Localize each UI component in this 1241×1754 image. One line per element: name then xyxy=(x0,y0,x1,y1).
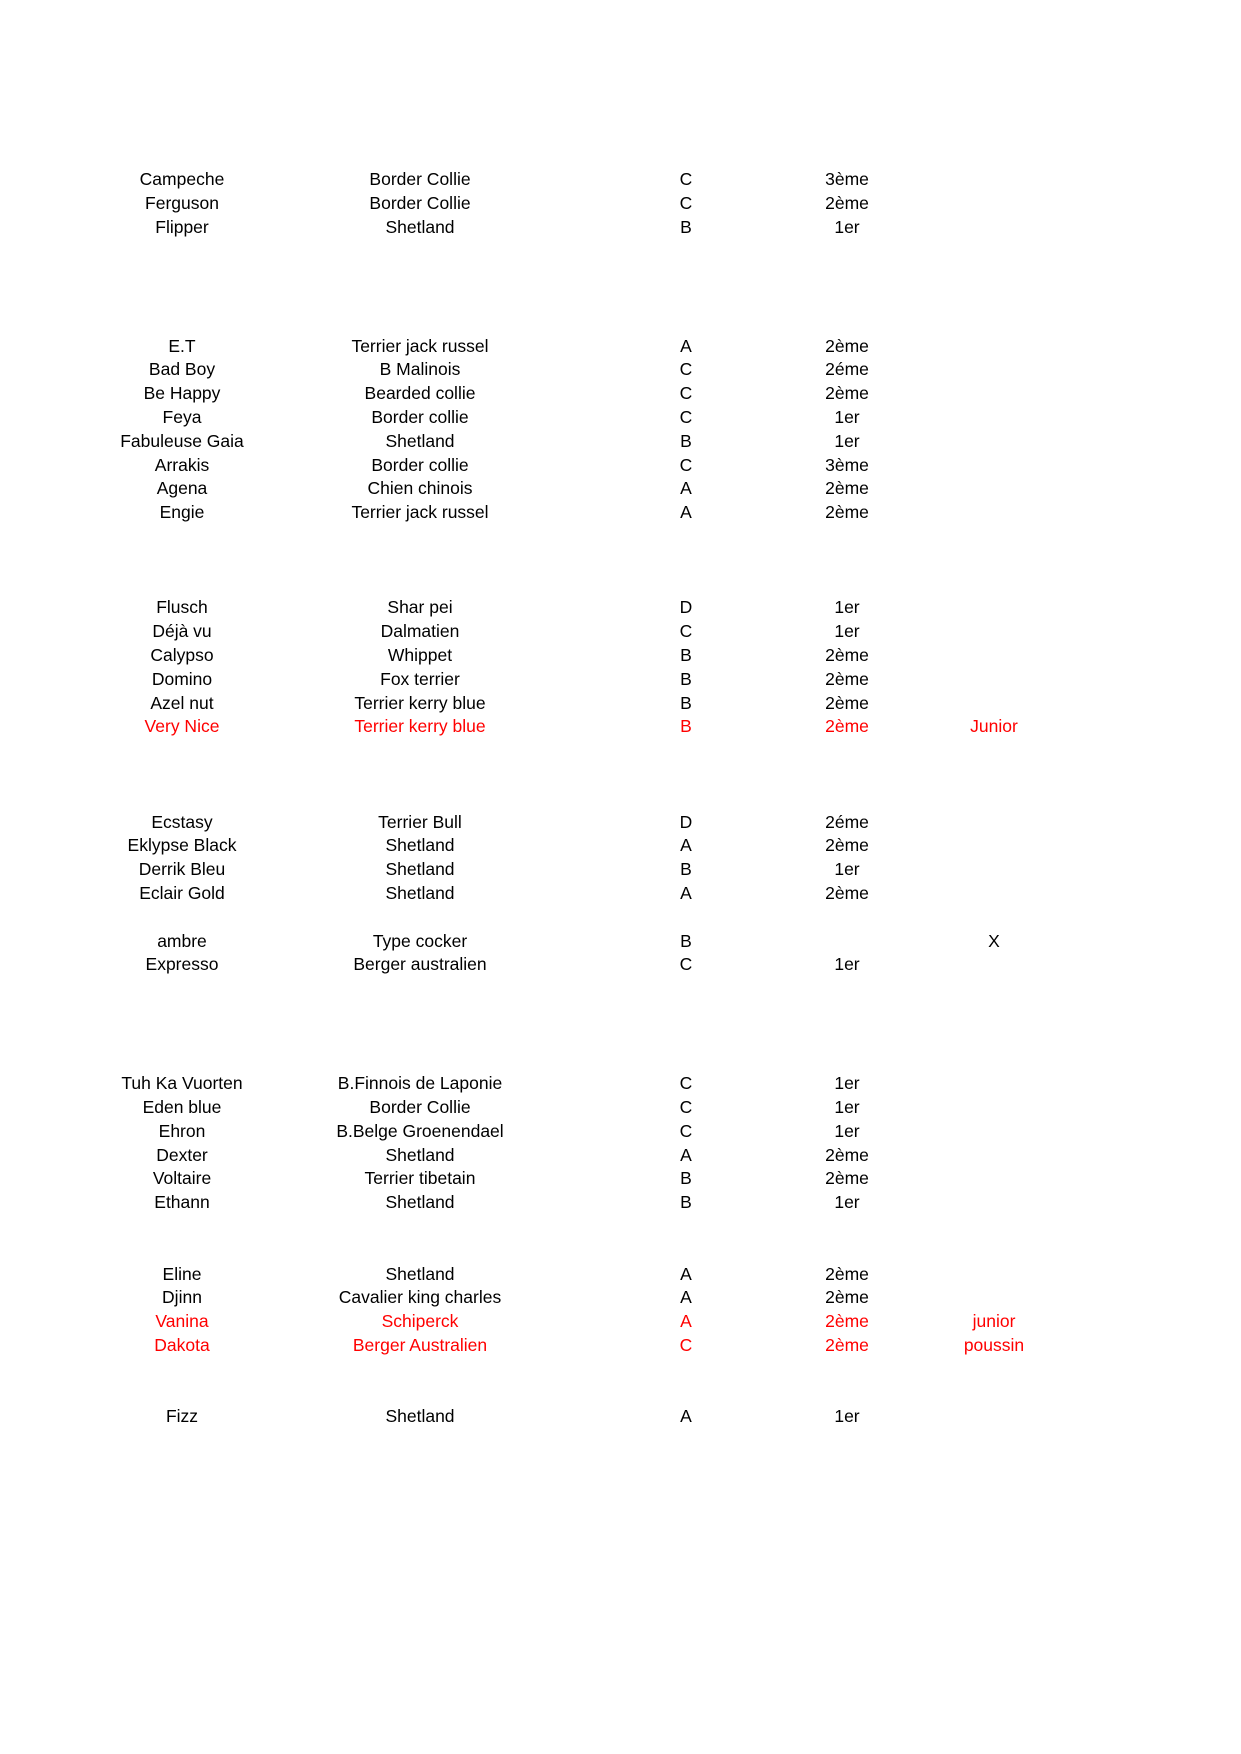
cell-name: Calypso xyxy=(150,644,214,665)
cell-breed: Shetland xyxy=(385,430,455,451)
cell-name: Flipper xyxy=(155,216,209,237)
cell-class: B xyxy=(680,216,692,237)
cell-name: Agena xyxy=(156,478,208,499)
cell-rank: 2ème xyxy=(825,668,869,689)
table-row xyxy=(0,216,1241,240)
cell-rank: 1er xyxy=(834,1097,860,1118)
cell-rank: 2ème xyxy=(825,644,869,665)
cell-name: Domino xyxy=(151,668,213,689)
table-row xyxy=(0,644,1241,668)
cell-class: C xyxy=(679,1073,693,1094)
cell-class: A xyxy=(680,1144,692,1165)
table-row xyxy=(0,335,1241,359)
cell-class: D xyxy=(679,597,693,618)
table-row xyxy=(0,1263,1241,1287)
results-block xyxy=(0,335,1241,525)
table-row xyxy=(0,477,1241,501)
cell-breed: Shetland xyxy=(385,1192,455,1213)
cell-breed: Terrier tibetain xyxy=(364,1168,476,1189)
cell-name: Derrik Bleu xyxy=(138,859,226,880)
cell-breed: Border Collie xyxy=(369,1097,471,1118)
table-row xyxy=(0,1334,1241,1358)
cell-rank: 1er xyxy=(834,406,860,427)
cell-rank: 2ème xyxy=(825,716,869,737)
table-row xyxy=(0,1144,1241,1168)
cell-rank: 2ème xyxy=(825,1335,869,1356)
results-block xyxy=(0,596,1241,739)
cell-breed: Shetland xyxy=(385,882,455,903)
cell-breed: Shar pei xyxy=(387,597,453,618)
cell-rank: 2ème xyxy=(825,478,869,499)
cell-rank: 1er xyxy=(834,216,860,237)
block-spacer xyxy=(0,1358,1241,1406)
cell-category: junior xyxy=(972,1311,1016,1332)
table-row xyxy=(0,1286,1241,1310)
cell-rank: 2ème xyxy=(825,1263,869,1284)
cell-rank: 2ème xyxy=(825,502,869,523)
cell-class: B xyxy=(680,1168,692,1189)
cell-breed: Shetland xyxy=(385,1263,455,1284)
cell-rank: 1er xyxy=(834,1406,860,1427)
cell-breed: Shetland xyxy=(385,859,455,880)
cell-class: C xyxy=(679,1335,693,1356)
cell-class: A xyxy=(680,835,692,856)
cell-name: Tuh Ka Vuorten xyxy=(121,1073,243,1094)
cell-breed: Type cocker xyxy=(372,930,468,951)
cell-class: C xyxy=(679,954,693,975)
cell-class: C xyxy=(679,406,693,427)
cell-class: A xyxy=(680,502,692,523)
table-row xyxy=(0,811,1241,835)
cell-name: Eden blue xyxy=(142,1097,222,1118)
results-block xyxy=(0,1072,1241,1215)
table-row xyxy=(0,168,1241,192)
cell-breed: Terrier jack russel xyxy=(351,502,489,523)
cell-rank: 1er xyxy=(834,1192,860,1213)
cell-breed: Border Collie xyxy=(369,192,471,213)
cell-name: Engie xyxy=(159,502,205,523)
table-row xyxy=(0,1096,1241,1120)
results-block xyxy=(0,168,1241,239)
cell-name: Eklypse Black xyxy=(127,835,237,856)
cell-class: B xyxy=(680,1192,692,1213)
cell-class: A xyxy=(680,335,692,356)
cell-class: C xyxy=(679,383,693,404)
cell-rank: 2éme xyxy=(825,811,869,832)
cell-breed: Border collie xyxy=(371,454,469,475)
results-block xyxy=(0,1405,1241,1429)
block-spacer xyxy=(0,1215,1241,1263)
cell-name: ambre xyxy=(157,930,207,951)
cell-rank: 2ème xyxy=(825,192,869,213)
cell-class: A xyxy=(680,1287,692,1308)
table-row xyxy=(0,192,1241,216)
cell-name: Dakota xyxy=(154,1335,210,1356)
results-block xyxy=(0,811,1241,906)
cell-class: B xyxy=(680,644,692,665)
cell-rank: 1er xyxy=(834,430,860,451)
cell-breed: Dalmatien xyxy=(380,621,460,642)
table-row xyxy=(0,1191,1241,1215)
cell-name: Ecstasy xyxy=(151,811,213,832)
cell-name: Djinn xyxy=(162,1287,202,1308)
cell-rank: 2ème xyxy=(825,1311,869,1332)
cell-name: Campeche xyxy=(139,169,225,189)
table-row xyxy=(0,1405,1241,1429)
results-block xyxy=(0,930,1241,978)
block-spacer xyxy=(0,525,1241,596)
table-row xyxy=(0,715,1241,739)
cell-rank: 3ème xyxy=(825,454,869,475)
cell-name: Fabuleuse Gaia xyxy=(120,430,244,451)
cell-rank: 2ème xyxy=(825,1168,869,1189)
block-spacer xyxy=(0,239,1241,334)
cell-breed: Cavalier king charles xyxy=(338,1287,502,1308)
cell-breed: Shetland xyxy=(385,216,455,237)
cell-name: Ferguson xyxy=(145,192,219,213)
table-row xyxy=(0,406,1241,430)
cell-breed: B.Finnois de Laponie xyxy=(337,1073,503,1094)
cell-breed: Bearded collie xyxy=(364,383,476,404)
cell-name: Dexter xyxy=(156,1144,208,1165)
table-row xyxy=(0,596,1241,620)
table-row xyxy=(0,858,1241,882)
cell-class: B xyxy=(680,930,692,951)
table-row xyxy=(0,668,1241,692)
results-block xyxy=(0,1263,1241,1358)
cell-breed: Chien chinois xyxy=(367,478,473,499)
cell-name: E.T xyxy=(168,335,196,356)
cell-breed: Border Collie xyxy=(369,169,471,189)
cell-rank: 1er xyxy=(834,621,860,642)
cell-rank: 2ème xyxy=(825,1287,869,1308)
cell-class: A xyxy=(680,1311,692,1332)
cell-rank: 2ème xyxy=(825,383,869,404)
table-row xyxy=(0,930,1241,954)
cell-name: Voltaire xyxy=(152,1168,212,1189)
cell-rank: 1er xyxy=(834,597,860,618)
cell-category: poussin xyxy=(963,1335,1025,1356)
cell-class: C xyxy=(679,621,693,642)
cell-rank: 1er xyxy=(834,954,860,975)
table-row xyxy=(0,358,1241,382)
cell-name: Ethann xyxy=(154,1192,210,1213)
cell-rank: 2ème xyxy=(825,882,869,903)
cell-rank: 2ème xyxy=(825,335,869,356)
cell-breed: Terrier kerry blue xyxy=(354,692,486,713)
block-spacer xyxy=(0,739,1241,810)
cell-rank: 1er xyxy=(834,1073,860,1094)
cell-class: C xyxy=(679,359,693,380)
table-row xyxy=(0,834,1241,858)
table-row xyxy=(0,953,1241,977)
cell-category: Junior xyxy=(970,716,1018,737)
cell-breed: Border collie xyxy=(371,406,469,427)
table-row xyxy=(0,454,1241,478)
cell-rank: 2ème xyxy=(825,1144,869,1165)
cell-class: A xyxy=(680,882,692,903)
cell-breed: B.Belge Groenendael xyxy=(336,1120,504,1141)
cell-name: Vanina xyxy=(155,1311,209,1332)
cell-name: Very Nice xyxy=(144,716,220,737)
cell-class: B xyxy=(680,430,692,451)
cell-rank: 3ème xyxy=(825,169,869,189)
table-row xyxy=(0,382,1241,406)
cell-name: Ehron xyxy=(158,1120,206,1141)
table-row xyxy=(0,430,1241,454)
cell-class: A xyxy=(680,478,692,499)
table-row xyxy=(0,501,1241,525)
table-row xyxy=(0,882,1241,906)
table-row xyxy=(0,1072,1241,1096)
cell-name: Expresso xyxy=(145,954,219,975)
cell-class: A xyxy=(680,1406,692,1427)
cell-class: B xyxy=(680,692,692,713)
cell-class: C xyxy=(679,169,693,189)
cell-name: Eclair Gold xyxy=(139,882,225,903)
cell-class: B xyxy=(680,668,692,689)
cell-name: Bad Boy xyxy=(148,359,216,380)
cell-rank: 2ème xyxy=(825,835,869,856)
cell-breed: Terrier Bull xyxy=(378,811,462,832)
cell-category: X xyxy=(988,930,1000,951)
cell-name: Eline xyxy=(162,1263,202,1284)
cell-name: Flusch xyxy=(156,597,208,618)
cell-breed: Shetland xyxy=(385,835,455,856)
cell-breed: Terrier jack russel xyxy=(351,335,489,356)
cell-rank: 1er xyxy=(834,1120,860,1141)
cell-breed: Shetland xyxy=(385,1406,455,1427)
block-spacer xyxy=(0,906,1241,930)
cell-breed: Berger australien xyxy=(353,954,487,975)
cell-class: A xyxy=(680,1263,692,1284)
cell-rank: 2éme xyxy=(825,359,869,380)
cell-rank: 2ème xyxy=(825,692,869,713)
cell-class: B xyxy=(680,859,692,880)
cell-class: C xyxy=(679,1097,693,1118)
cell-class: C xyxy=(679,192,693,213)
block-spacer xyxy=(0,977,1241,1072)
table-row xyxy=(0,1120,1241,1144)
cell-name: Déjà vu xyxy=(152,621,212,642)
cell-breed: Schiperck xyxy=(381,1311,459,1332)
table-row xyxy=(0,620,1241,644)
table-row xyxy=(0,692,1241,716)
cell-class: D xyxy=(679,811,693,832)
cell-class: C xyxy=(679,454,693,475)
cell-name: Feya xyxy=(162,406,202,427)
cell-name: Fizz xyxy=(165,1406,199,1427)
cell-breed: Fox terrier xyxy=(380,668,460,689)
cell-breed: Whippet xyxy=(387,644,453,665)
cell-breed: Terrier kerry blue xyxy=(354,716,486,737)
cell-class: C xyxy=(679,1120,693,1141)
table-row xyxy=(0,1310,1241,1334)
cell-class: B xyxy=(680,716,692,737)
cell-breed: B Malinois xyxy=(379,359,461,380)
cell-name: Be Happy xyxy=(143,383,221,404)
cell-breed: Shetland xyxy=(385,1144,455,1165)
cell-name: Azel nut xyxy=(150,692,214,713)
cell-name: Arrakis xyxy=(154,454,210,475)
cell-breed: Berger Australien xyxy=(352,1335,488,1356)
cell-rank: 1er xyxy=(834,859,860,880)
table-row xyxy=(0,1167,1241,1191)
